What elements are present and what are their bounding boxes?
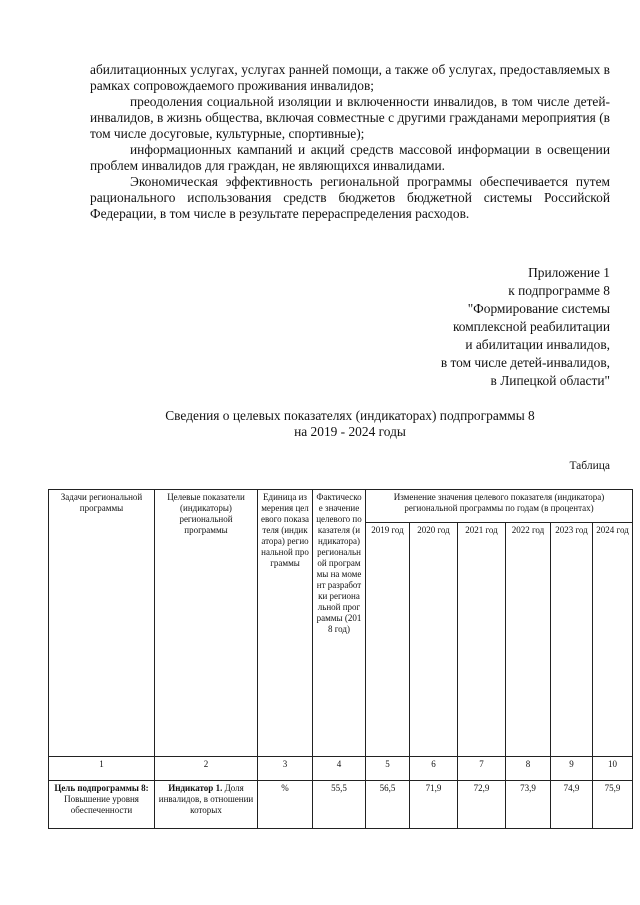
column-number: 10 [593, 757, 633, 781]
paragraph-2: преодоления социальной изоляции и включенности инвалидов, в том числе детей-инвалидов, в жизнь общества, включая совместные с другими гражданами мероприятия (в том числе досуговые, культурные, спортивные); [90, 94, 610, 142]
header-actual: Фактическое значение целевого показателя (индикатора) региональной программы на момент разработки региональной программы (2018 год) [313, 490, 366, 757]
header-indicators: Целевые показатели (индикаторы) региональной программы [155, 490, 258, 757]
actual-value-cell: 55,5 [313, 781, 366, 829]
appendix-line: Приложение 1 [528, 265, 610, 280]
appendix-line: к подпрограмме 8 [508, 283, 610, 298]
appendix-note [350, 264, 610, 390]
column-number: 2 [155, 757, 258, 781]
appendix-line: комплексной реабилитации [452, 319, 610, 334]
title-line-1: Сведения о целевых показателях (индикаторах) подпрограммы 8 [165, 408, 535, 423]
header-change: Изменение значения целевого показателя (индикатора) региональной программы по годам (в процентах) [366, 490, 633, 523]
column-number: 4 [313, 757, 366, 781]
column-number: 6 [410, 757, 458, 781]
table-row [49, 781, 633, 829]
column-number: 7 [458, 757, 506, 781]
header-tasks: Задачи региональной программы [49, 490, 155, 757]
indicator-heading: Индикатор 1. [168, 783, 223, 793]
table-label: Таблица [569, 460, 610, 472]
year-value-cell: 71,9 [410, 781, 458, 829]
year-value-cell: 74,9 [551, 781, 593, 829]
task-cell [49, 781, 155, 829]
header-year: 2019 год [366, 523, 410, 757]
indicator-cell [155, 781, 258, 829]
column-number: 9 [551, 757, 593, 781]
appendix-line: в том числе детей-инвалидов, [440, 355, 610, 370]
appendix-line: и абилитации инвалидов, [465, 337, 610, 352]
header-unit: Единица измерения целевого показателя (индикатора) региональной программы [258, 490, 313, 757]
paragraph-3: информационных кампаний и акций средств массовой информации в освещении проблем инвалидов для граждан, не являющихся инвалидами. [90, 142, 610, 174]
unit-cell: % [258, 781, 313, 829]
year-value-cell: 73,9 [506, 781, 551, 829]
appendix-line: в Липецкой области" [490, 373, 610, 388]
task-text: Повышение уровня обеспеченности [64, 794, 139, 815]
header-year: 2023 год [551, 523, 593, 757]
paragraph-1: абилитационных услугах, услугах ранней помощи, а также об услугах, предоставляемых в рамках сопровождаемого проживания инвалидов; [90, 62, 610, 94]
table-numbering-row [49, 757, 633, 781]
appendix-line: "Формирование системы [467, 301, 610, 316]
indicator-text: Доля инвалидов, в отношении которых [158, 783, 254, 815]
column-number: 5 [366, 757, 410, 781]
column-number: 8 [506, 757, 551, 781]
task-heading: Цель подпрограммы 8: [54, 783, 149, 793]
column-number: 3 [258, 757, 313, 781]
header-year: 2024 год [593, 523, 633, 757]
column-number: 1 [49, 757, 155, 781]
indicators-table [48, 489, 633, 829]
year-value-cell: 72,9 [458, 781, 506, 829]
header-year: 2021 год [458, 523, 506, 757]
title-line-2: на 2019 - 2024 годы [294, 424, 406, 439]
document-title [90, 408, 610, 440]
header-year: 2022 год [506, 523, 551, 757]
year-value-cell: 75,9 [593, 781, 633, 829]
year-value-cell: 56,5 [366, 781, 410, 829]
table-header-row [49, 490, 633, 523]
header-year: 2020 год [410, 523, 458, 757]
paragraph-4: Экономическая эффективность региональной программы обеспечивается путем рационального использования средств бюджетов бюджетной системы Российской Федерации, в том числе в результате перераспределения расходов. [90, 174, 610, 222]
